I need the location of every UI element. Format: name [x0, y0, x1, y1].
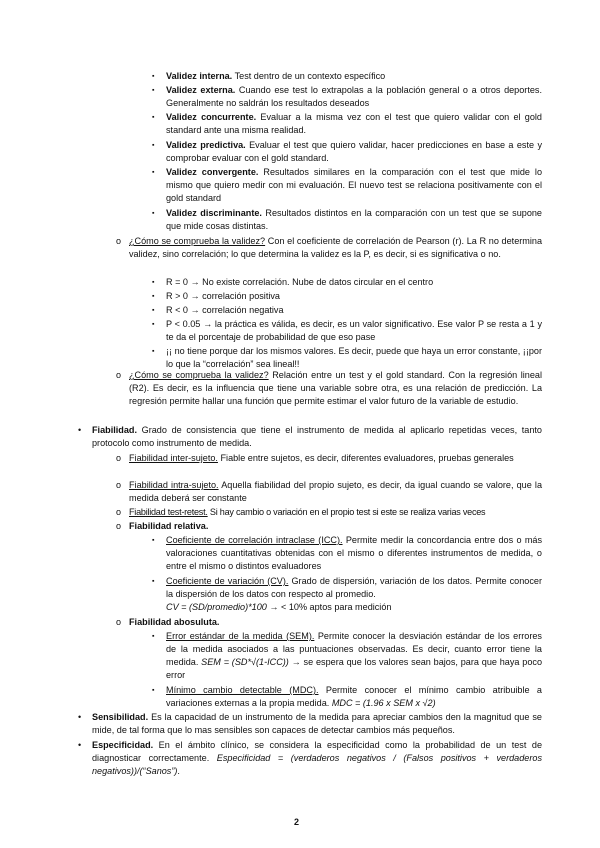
- sensibilidad-paragraph: Sensibilidad. Es la capacidad de un instrumento de la medida para apreciar cambios den la magnitud que se mide, de tal forma que lo mas sensibles son capaces de detectar cambios más pequeños.: [92, 712, 542, 736]
- fiabilidad-paragraph: Fiabilidad. Grado de consistencia que tiene el instrumento de medida al aplicarlo repetidas veces, tanto protocolo como instrumento de medida.: [92, 425, 542, 449]
- mdc-item: Mínimo cambio detectable (MDC). Permite conocer el mínimo cambio atribuible a variaciones externas a la propia medida. MDC = (1.96 x SEM x √2): [166, 685, 542, 709]
- pearson-item: R > 0 → correlación positiva: [166, 291, 280, 301]
- square-bullet-icon: ▪: [152, 210, 155, 217]
- pearson-item: R < 0 → correlación negativa: [166, 305, 284, 315]
- regression-paragraph: ¿Cómo se comprueba la validez? Relación entre un test y el gold standard. Con la regresión lineal (R2). Es decir, es la influencia que tiene una variable sobre otra, es una relación de predicción. La regresión permite hallar una función que permite estimar el valor futuro de la variable de estudio.: [129, 370, 542, 407]
- pearson-paragraph: ¿Cómo se comprueba la validez? Con el coeficiente de correlación de Pearson (r). La R no determina validez, sino correlación; lo que determina la validez es la P, es decir, si es significativa o no.: [129, 236, 542, 260]
- circle-bullet-icon: o: [116, 521, 122, 531]
- fiabilidad-inter: Fiabilidad inter-sujeto. Fiable entre sujetos, es decir, diferentes evaluadores, pruebas generales: [129, 453, 514, 463]
- icc-item: Coeficiente de correlación intraclase (ICC). Permite medir la concordancia entre dos o más valoraciones cuantitativas obtenidas con el mismo o diferentes instrumentos de medida, o entre el mismo o distintos evaluadores: [166, 535, 542, 572]
- square-bullet-icon: ▪: [152, 687, 155, 694]
- square-bullet-icon: ▪: [152, 348, 155, 355]
- square-bullet-icon: ▪: [152, 537, 155, 544]
- fiabilidad-relativa-heading: Fiabilidad relativa.: [129, 521, 209, 531]
- especificidad-paragraph: Especificidad. En el ámbito clínico, se considera la especificidad como la probabilidad de un test de diagnosticar correctamente. Especificidad = (verdaderos negativos / (Falsos positivos + verdaderos negativos))/(“Sanos”).: [92, 740, 542, 777]
- square-bullet-icon: ▪: [152, 578, 155, 585]
- pearson-item: ¡¡ no tiene porque dar los mismos valores. Es decir, puede que haya un error constante, ¡¡por lo que la “correlación” sea lineal!!: [166, 346, 542, 370]
- disc-bullet-icon: •: [78, 425, 82, 435]
- circle-bullet-icon: o: [116, 480, 122, 490]
- circle-bullet-icon: o: [116, 370, 122, 380]
- square-bullet-icon: ▪: [152, 73, 155, 80]
- square-bullet-icon: ▪: [152, 307, 155, 314]
- cv-item: Coeficiente de variación (CV). Grado de dispersión, variación de los datos. Permite conocer la dispersión de los datos con respecto al promedio. CV = (SD/promedio)*100 → < 10% aptos para medición: [166, 576, 542, 613]
- square-bullet-icon: ▪: [152, 633, 155, 640]
- square-bullet-icon: ▪: [152, 87, 155, 94]
- validity-item: Validez interna. Test dentro de un contexto específico: [166, 71, 386, 81]
- square-bullet-icon: ▪: [152, 279, 155, 286]
- square-bullet-icon: ▪: [152, 114, 155, 121]
- disc-bullet-icon: •: [78, 712, 82, 722]
- circle-bullet-icon: o: [116, 617, 122, 627]
- pearson-item: P < 0.05 → la práctica es válida, es decir, es un valor significativo. Ese valor P se resta a 1 y te da el porcentaje de probabilidad de que eso pase: [166, 319, 542, 343]
- circle-bullet-icon: o: [116, 236, 122, 246]
- validity-item: Validez predictiva. Evaluar el test que quiero validar, hacer predicciones en base a este y comprobar evaluar con el gold standard.: [166, 140, 542, 164]
- validity-item: Validez convergente. Resultados similares en la comparación con el test que mide lo mismo que quiero medir con mi evaluación. El nuevo test se relaciona positivamente con el gold standard: [166, 167, 542, 204]
- validity-item: Validez concurrente. Evaluar a la misma vez con el test que quiero validar con el gold standard ante una misma realidad.: [166, 112, 542, 136]
- fiabilidad-absoluta-heading: Fiabilidad abosuluta.: [129, 617, 220, 627]
- circle-bullet-icon: o: [116, 507, 122, 517]
- sem-item: Error estándar de la medida (SEM). Permite conocer la desviación estándar de los errores de la medida asociados a las puntuaciones observadas. Es decir, cuanto error tiene la medida. SEM = (SD*√(1-ICC)) → se espera que los valores sean bajos, para que haya poco error: [166, 631, 543, 681]
- disc-bullet-icon: •: [78, 740, 82, 750]
- fiabilidad-retest: Fiabilidad test-retest. Si hay cambio o variación en el propio test si este se realiza varias veces: [129, 507, 486, 517]
- square-bullet-icon: ▪: [152, 321, 155, 328]
- square-bullet-icon: ▪: [152, 169, 155, 176]
- page-number: 2: [294, 817, 300, 827]
- validity-item: Validez externa. Cuando ese test lo extrapolas a la población general o a otros deportes. Generalmente no saldrán los resultados deseados: [166, 85, 542, 109]
- validity-item: Validez discriminante. Resultados distintos en la comparación con un test que se supone que mide cosas distintas.: [166, 208, 542, 232]
- square-bullet-icon: ▪: [152, 142, 155, 149]
- pearson-item: R = 0 → No existe correlación. Nube de datos circular en el centro: [166, 277, 434, 287]
- square-bullet-icon: ▪: [152, 293, 155, 300]
- fiabilidad-intra: Fiabilidad intra-sujeto. Aquella fiabilidad del propio sujeto, es decir, da igual cuando se valore, que la medida deberá ser constante: [129, 480, 542, 504]
- circle-bullet-icon: o: [116, 453, 122, 463]
